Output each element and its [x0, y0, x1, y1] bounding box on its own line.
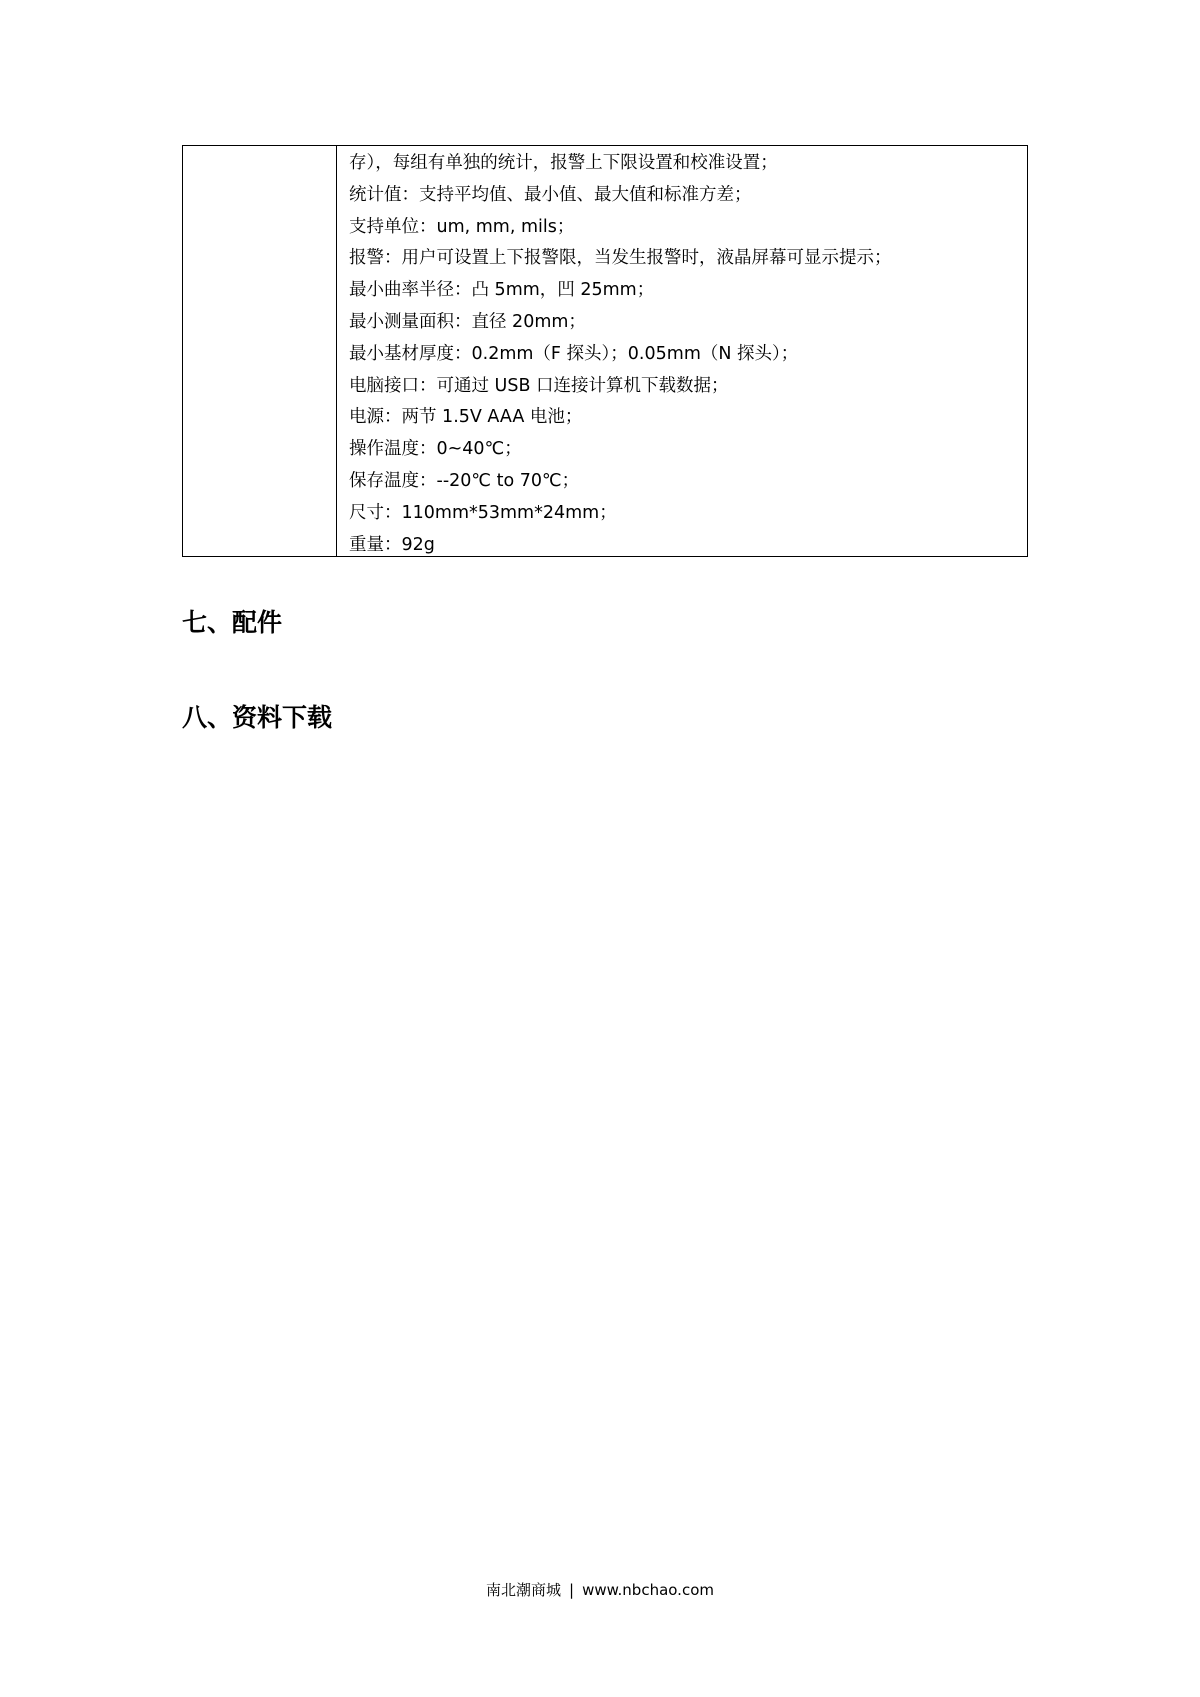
page-footer	[0, 1580, 1200, 1600]
spec-line: 存），每组有单独的统计，报警上下限设置和校准设置；	[349, 153, 778, 173]
spec-line: 最小曲率半径：凸 5mm，凹 25mm；	[349, 280, 655, 301]
spec-line: 支持单位：um, mm, mils；	[349, 216, 575, 237]
spec-table-label-cell	[183, 146, 337, 556]
spec-line: 电脑接口：可通过 USB 口连接计算机下载数据；	[349, 375, 729, 396]
spec-line: 最小基材厚度：0.2mm（F 探头）；0.05mm（N 探头）；	[349, 343, 799, 364]
spec-table	[182, 145, 1028, 557]
section-heading-downloads: 八、资料下载	[182, 703, 333, 732]
footer-separator: |	[569, 1581, 575, 1599]
spec-line: 重量：92g	[349, 534, 435, 555]
spec-line: 电源：两节 1.5V AAA 电池；	[349, 407, 583, 428]
spec-line: 保存温度：--20℃ to 70℃；	[349, 470, 580, 491]
section-heading-accessories: 七、配件	[182, 608, 283, 637]
spec-line: 最小测量面积：直径 20mm；	[349, 311, 586, 332]
spec-line: 报警：用户可设置上下报警限，当发生报警时，液晶屏幕可显示提示；	[349, 248, 892, 269]
spec-line: 操作温度：0~40℃；	[349, 439, 522, 460]
footer-brand: 南北潮商城	[486, 1581, 562, 1599]
spec-table-value-cell	[337, 146, 1027, 556]
spec-line: 尺寸：110mm*53mm*24mm；	[349, 502, 617, 523]
spec-line: 统计值：支持平均值、最小值、最大值和标准方差；	[349, 184, 752, 205]
footer-url-link[interactable]: www.nbchao.com	[582, 1581, 714, 1599]
